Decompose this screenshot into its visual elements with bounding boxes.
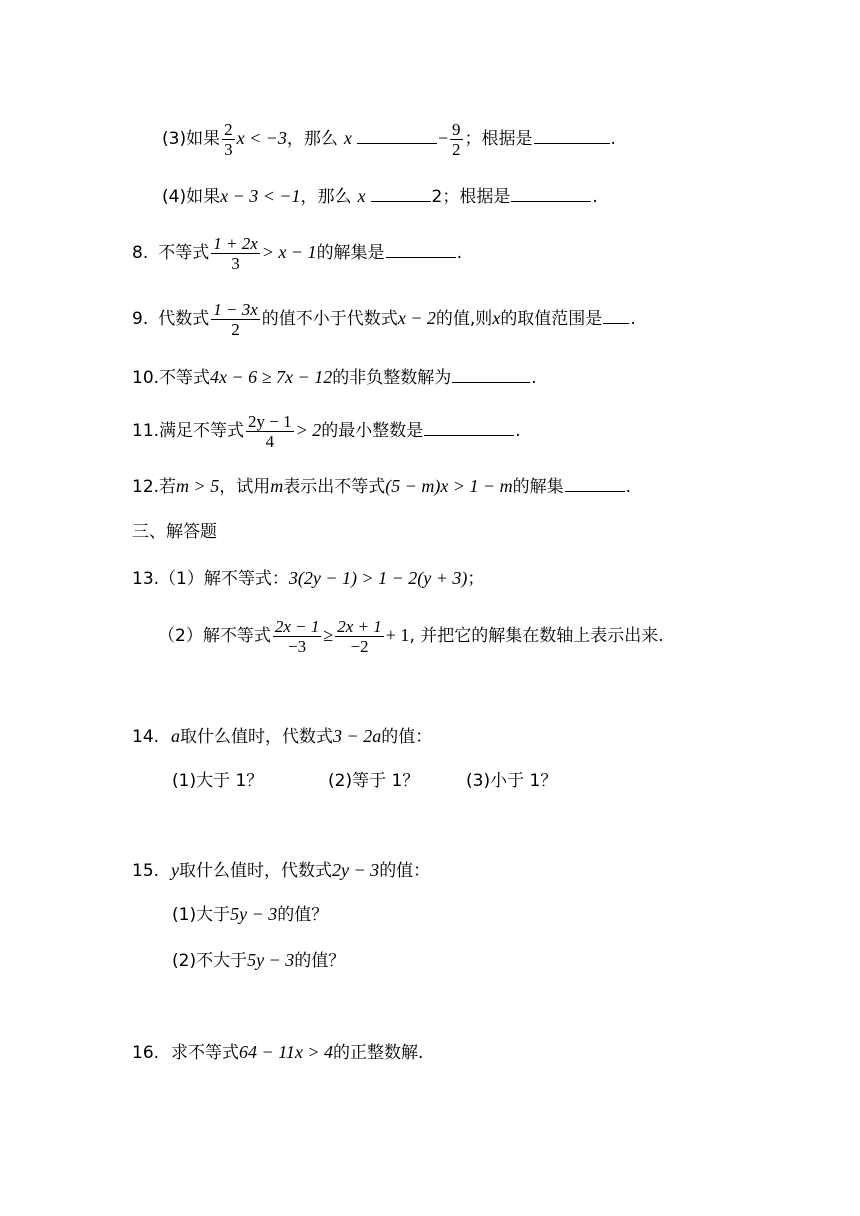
question-text: 的正整数解. (333, 1043, 424, 1063)
question-text: 的值？ (277, 905, 329, 925)
period: . (456, 243, 462, 263)
question-text: 的解集是 (316, 243, 385, 263)
question-text: 取什么值时，代数式 (180, 727, 334, 747)
question-text: 不等式 (159, 368, 211, 388)
answer-blank[interactable] (603, 309, 629, 324)
condition: m > 5 (176, 476, 220, 496)
answer-blank[interactable] (386, 243, 456, 258)
relation: ≥ (323, 625, 334, 645)
variable-m: m (270, 476, 284, 496)
question-14 (132, 726, 432, 747)
variable-y: y (171, 860, 180, 880)
text-then: ，那么 (286, 129, 338, 149)
variable-x: x (343, 128, 352, 148)
fraction: $\frac{1 + 2x}{3}$ (213, 233, 258, 273)
question-text: （2）解不等式 (158, 626, 271, 646)
question-text: 的值,则 (435, 309, 493, 329)
text-then: ，那么 (300, 187, 352, 207)
text-basis: ；根据是 (464, 129, 533, 149)
fraction-2-3: $\frac{2}{3}$ (224, 119, 233, 159)
question-9 (132, 296, 636, 341)
question-number: 12. (132, 477, 160, 497)
question-number: 11. (132, 421, 160, 441)
question-number: 8. (132, 243, 149, 263)
question-text: 的解集 (512, 477, 564, 497)
question-text: 的值不小于代数式 (261, 309, 398, 329)
question-14-option-1: (1)大于 1？ (172, 771, 264, 791)
part-label: (3)如果 (162, 129, 221, 149)
variable-x: x (492, 308, 501, 328)
fraction-1: $\frac{2x - 1}{-3}$ (274, 616, 320, 656)
neg-sign: − (437, 128, 449, 148)
expr: 5y − 3 (230, 904, 278, 924)
question-10 (132, 367, 537, 388)
inequality-expr: 64 − 11x > 4 (239, 1042, 333, 1062)
inequality-expr: 3(2y − 1) > 1 − 2(y + 3) (288, 568, 468, 588)
question-text: 的值： (379, 861, 431, 881)
question-number: 15. (132, 861, 160, 881)
expr: 3 − 2a (333, 726, 382, 746)
question-7-part-4 (162, 186, 598, 207)
question-16 (132, 1042, 423, 1063)
section-heading: 三、解答题 (132, 522, 217, 542)
inequality-expr: x − 3 < −1 (220, 186, 301, 206)
answer-blank[interactable] (424, 421, 514, 436)
basis-blank[interactable] (534, 129, 610, 144)
question-text: (1)大于 (172, 905, 231, 925)
text-basis: ；根据是 (442, 187, 511, 207)
plus-one: + 1 (385, 625, 410, 645)
question-8 (132, 230, 462, 275)
question-text: 表示出不等式 (283, 477, 386, 497)
question-text: 若 (159, 477, 177, 497)
question-11 (132, 408, 521, 453)
question-13-part-2 (158, 612, 664, 659)
question-15-part-2 (172, 950, 345, 971)
question-number: 16. (132, 1043, 160, 1063)
question-text: , 并把它的解集在数轴上表示出来. (409, 626, 664, 646)
fraction-2: $\frac{2x + 1}{-2}$ (337, 616, 382, 656)
question-15-part-1 (172, 904, 328, 925)
inequality-expr: > 2 (295, 420, 322, 440)
question-text: 的值： (381, 727, 433, 747)
question-number: 9. (132, 309, 149, 329)
question-text: 的取值范围是 (500, 309, 603, 329)
answer-blank[interactable] (357, 129, 437, 144)
answer-blank[interactable] (452, 368, 530, 383)
variable-a: a (171, 726, 181, 746)
question-number: 10. (132, 368, 160, 388)
question-number: 14. (132, 727, 160, 747)
fraction: $\frac{1 - 3x}{2}$ (213, 299, 258, 339)
question-12 (132, 476, 631, 497)
inequality-expr: x < −3 (236, 128, 287, 148)
question-text: 的值？ (294, 951, 346, 971)
expr: x − 2 (397, 308, 436, 328)
question-text: 取什么值时，代数式 (179, 861, 333, 881)
fraction-9-2: $\frac{9}{2}$ (452, 119, 461, 159)
inequality-expr: (5 − m)x > 1 − m (385, 476, 513, 496)
inequality-expr: 4x − 6 ≥ 7x − 12 (210, 367, 333, 387)
answer-blank[interactable] (565, 477, 625, 492)
value: 2 (431, 187, 443, 207)
period: . (531, 368, 537, 388)
question-number: 13. (132, 569, 160, 589)
period: . (630, 309, 636, 329)
question-text: ，试用 (219, 477, 271, 497)
question-14-option-2: (2)等于 1？ (328, 771, 420, 791)
period: . (625, 477, 632, 497)
fraction: $\frac{2y - 1}{4}$ (248, 411, 292, 451)
question-text: 的非负整数解为 (332, 368, 452, 388)
question-14-option-3: (3)小于 1？ (466, 771, 558, 791)
question-text: (2)不大于 (172, 951, 248, 971)
question-text: 求不等式 (171, 1043, 240, 1063)
question-7-part-3 (162, 116, 616, 161)
question-13-part-1 (132, 568, 484, 589)
basis-blank[interactable] (511, 187, 591, 202)
period: . (515, 421, 521, 441)
question-text: 不等式 (158, 243, 210, 263)
inequality-expr: > x − 1 (261, 242, 317, 262)
part-label: (4)如果 (162, 187, 221, 207)
question-15 (132, 860, 430, 881)
question-text: 满足不等式 (159, 421, 245, 441)
variable-x: x (357, 186, 366, 206)
punctuation: ； (467, 569, 485, 589)
period: . (592, 187, 598, 207)
period: . (610, 129, 616, 149)
question-text: 的最小整数是 (321, 421, 424, 441)
expr: 2y − 3 (332, 860, 380, 880)
answer-blank[interactable] (371, 187, 431, 202)
question-text: （1）解不等式： (159, 569, 289, 589)
expr: 5y − 3 (247, 950, 295, 970)
question-text: 代数式 (158, 309, 210, 329)
